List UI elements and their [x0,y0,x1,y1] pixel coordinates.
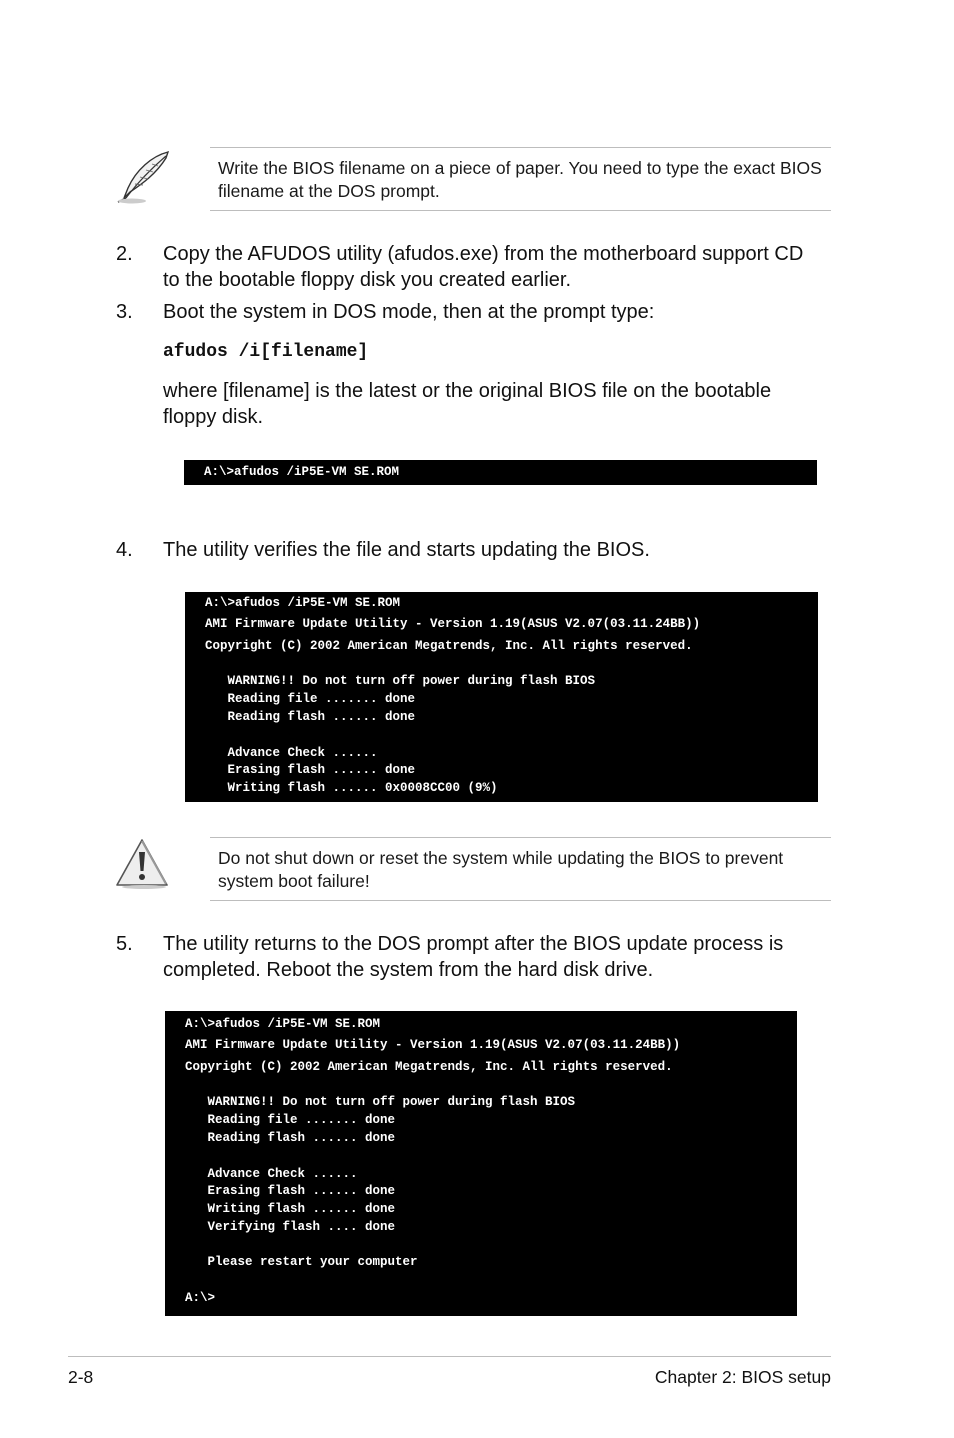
terminal-line: Advance Check ...... [205,746,378,760]
note-text: Write the BIOS filename on a piece of paper. You need to type the exact BIOS filename at the DOS prompt. [218,158,822,201]
terminal-screen-2 [185,592,818,802]
terminal-line: WARNING!! Do not turn off power during flash BIOS [205,674,596,688]
step-2-number: 2. [116,243,133,265]
terminal-line: Please restart your computer [185,1255,418,1269]
step-3-number: 3. [116,301,133,323]
warning-text: Do not shut down or reset the system while updating the BIOS to prevent system boot failure! [218,848,784,891]
step-5-text: The utility returns to the DOS prompt after the BIOS update process is completed. Reboot the system from the hard disk drive. [163,933,784,981]
terminal-line: Reading file ....... done [205,692,416,706]
where-text: where [filename] is the latest or the original BIOS file on the bootable floppy disk. [163,380,772,428]
terminal-screen-3 [165,1011,797,1316]
terminal-line: WARNING!! Do not turn off power during flash BIOS [185,1095,576,1109]
terminal-line: A:\>afudos /iP5E-VM SE.ROM [185,1017,381,1031]
terminal-line: Copyright (C) 2002 American Megatrends, Inc. All rights reserved. [185,1060,673,1074]
step-3-text: Boot the system in DOS mode, then at the prompt type: [163,301,655,323]
terminal-line: Reading flash ...... done [185,1131,396,1145]
terminal-line: Erasing flash ...... done [205,763,416,777]
terminal-line: AMI Firmware Update Utility - Version 1.19(ASUS V2.07(03.11.24BB)) [205,617,701,631]
feather-pen-icon [112,148,174,206]
footer-divider [68,1356,831,1357]
terminal-line: AMI Firmware Update Utility - Version 1.19(ASUS V2.07(03.11.24BB)) [185,1038,681,1052]
terminal-line: A:\> [185,1291,216,1305]
terminal-line: Writing flash ...... done [185,1202,396,1216]
terminal-line: Copyright (C) 2002 American Megatrends, Inc. All rights reserved. [205,639,693,653]
terminal-line: A:\>afudos /iP5E-VM SE.ROM [205,596,401,610]
step-5-number: 5. [116,933,133,955]
command-syntax: afudos /i[filename] [163,342,369,362]
terminal-line: Reading flash ...... done [205,710,416,724]
terminal-line: Advance Check ...... [185,1167,358,1181]
chapter-title: Chapter 2: BIOS setup [654,1367,831,1387]
terminal-line: Erasing flash ...... done [185,1184,396,1198]
warning-triangle-icon [114,837,170,889]
note-box [210,147,831,211]
step-4-number: 4. [116,539,133,561]
terminal-line: A:\>afudos /iP5E-VM SE.ROM [204,465,400,479]
terminal-line: Reading file ....... done [185,1113,396,1127]
warning-box [210,837,831,901]
step-4-text: The utility verifies the file and starts updating the BIOS. [163,539,650,561]
terminal-line: Writing flash ...... 0x0008CC00 (9%) [205,781,498,795]
terminal-line: Verifying flash .... done [185,1220,396,1234]
step-2-text: Copy the AFUDOS utility (afudos.exe) from the motherboard support CD to the bootable floppy disk you created earlier. [163,243,804,291]
page-number: 2-8 [68,1367,94,1387]
terminal-screen-1 [184,460,817,485]
